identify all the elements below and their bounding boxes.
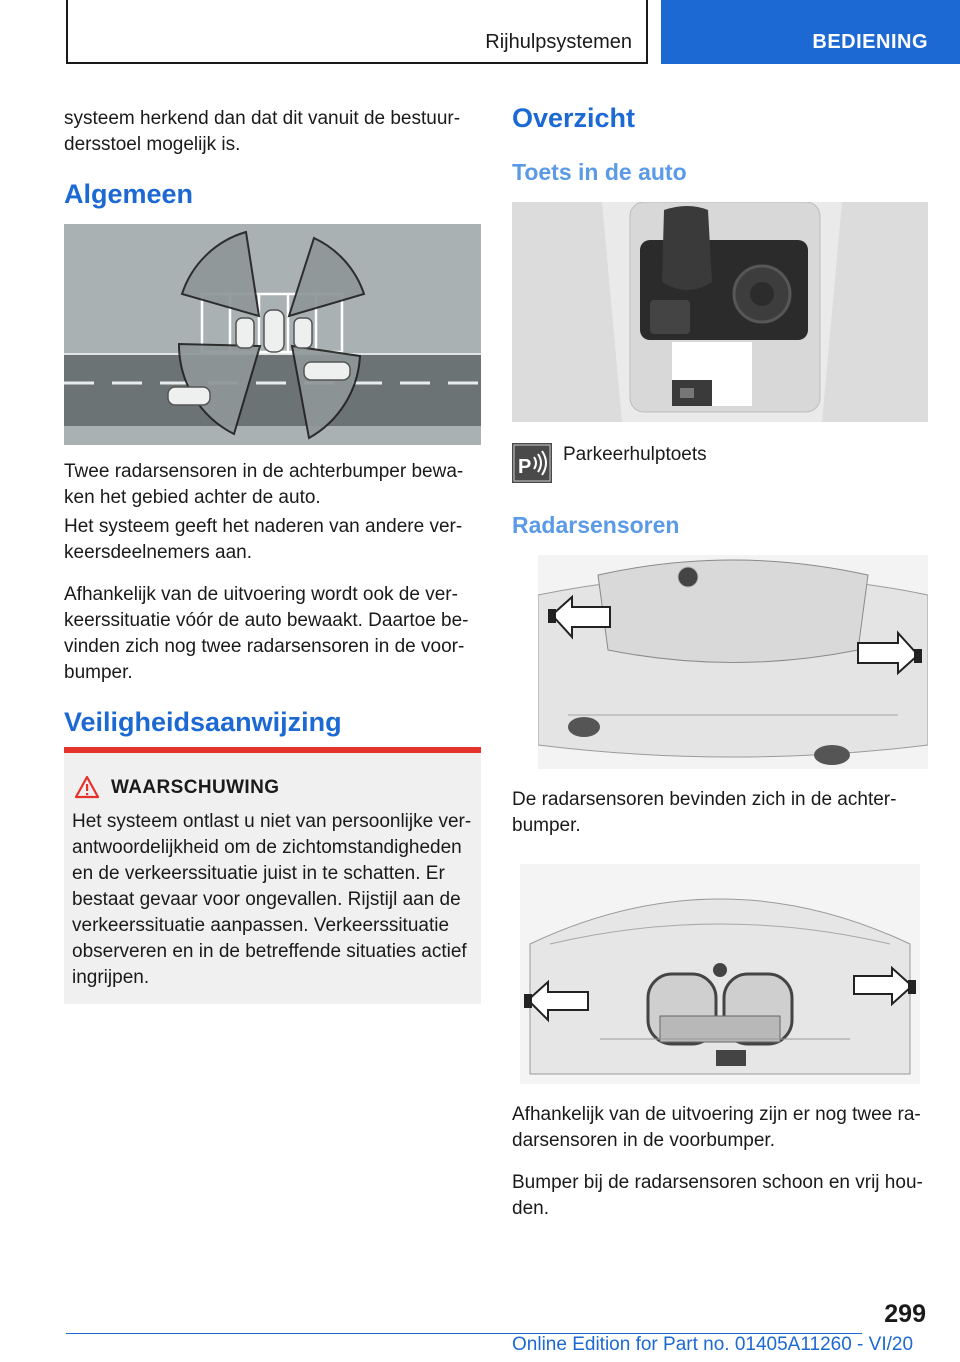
warning-line: Het systeem ontlast u niet van persoonlijke ver- bbox=[72, 811, 472, 832]
warning-text bbox=[72, 809, 472, 991]
rear-bumper-photo bbox=[538, 555, 928, 769]
section-title: Rijhulpsystemen bbox=[485, 31, 632, 53]
clean-line-1: Bumper bij de radarsensoren schoon en vrij hou- bbox=[512, 1172, 923, 1193]
para1-line-1: Twee radarsensoren in de achterbumper bewa- bbox=[64, 461, 464, 482]
intro-line-2: dersstoel mogelijk is. bbox=[64, 134, 241, 155]
heading-veiligheidsaanwijzing: Veiligheidsaanwijzing bbox=[64, 707, 342, 737]
heading-overzicht: Overzicht bbox=[512, 103, 636, 133]
radar-coverage-drawing bbox=[64, 224, 481, 445]
svg-text:P: P bbox=[518, 456, 532, 478]
running-header-section bbox=[66, 0, 648, 64]
warning-line: en de verkeerssituatie juist in te schatten. Er bbox=[72, 863, 445, 884]
center-console-drawing bbox=[512, 202, 928, 422]
warning-box bbox=[64, 753, 481, 1004]
radar-coverage-illustration bbox=[64, 224, 481, 445]
heading-toets-in-de-auto: Toets in de auto bbox=[512, 159, 687, 185]
para2-line-2: keersdeelnemers aan. bbox=[64, 542, 252, 563]
front-bumper-photo bbox=[520, 864, 920, 1084]
warning-line: antwoordelijkheid om de zichtomstandigheden bbox=[72, 837, 462, 858]
para3-line-3: vinden zich nog twee radarsensoren in de voor- bbox=[64, 636, 465, 657]
rear-line-2: bumper. bbox=[512, 815, 581, 836]
parking-assist-button-icon bbox=[512, 443, 552, 483]
intro-line-1: systeem herkend dan dat dit vanuit de bestuur- bbox=[64, 108, 461, 129]
para3-line-1: Afhankelijk van de uitvoering wordt ook de ver- bbox=[64, 584, 458, 605]
page-number: 299 bbox=[884, 1300, 926, 1328]
warning-line: bestaat gevaar voor ongevallen. Rijstijl aan de bbox=[72, 889, 461, 910]
rear-bumper-drawing bbox=[538, 555, 928, 769]
chapter-title: BEDIENING bbox=[812, 31, 928, 53]
warning-line: observeren en in de betreffende situaties actief bbox=[72, 941, 467, 962]
para1-line-2: ken het gebied achter de auto. bbox=[64, 487, 321, 508]
front-line-1: Afhankelijk van de uitvoering zijn er nog twee ra- bbox=[512, 1104, 921, 1125]
para3-line-2: keerssituatie vóór de auto bewaakt. Daartoe be- bbox=[64, 610, 469, 631]
warning-title: WAARSCHUWING bbox=[111, 777, 280, 798]
warning-triangle-icon bbox=[74, 775, 100, 799]
warning-line: verkeerssituatie aanpassen. Verkeerssituatie bbox=[72, 915, 450, 936]
clean-line-2: den. bbox=[512, 1198, 549, 1219]
para2-line-1: Het systeem geeft het naderen van andere ver- bbox=[64, 516, 463, 537]
heading-radarsensoren: Radarsensoren bbox=[512, 512, 680, 538]
button-caption: Parkeerhulptoets bbox=[563, 444, 707, 465]
warning-line: ingrijpen. bbox=[72, 967, 150, 988]
footer-edition: Online Edition for Part no. 01405A11260 - VI/20 bbox=[512, 1334, 914, 1355]
front-line-2: darsensoren in de voorbumper. bbox=[512, 1130, 775, 1151]
running-header-chapter bbox=[661, 0, 960, 64]
rear-line-1: De radarsensoren bevinden zich in de achter- bbox=[512, 789, 897, 810]
heading-algemeen: Algemeen bbox=[64, 179, 194, 209]
center-console-photo bbox=[512, 202, 928, 422]
front-bumper-drawing bbox=[520, 864, 920, 1084]
para3-line-4: bumper. bbox=[64, 662, 133, 683]
